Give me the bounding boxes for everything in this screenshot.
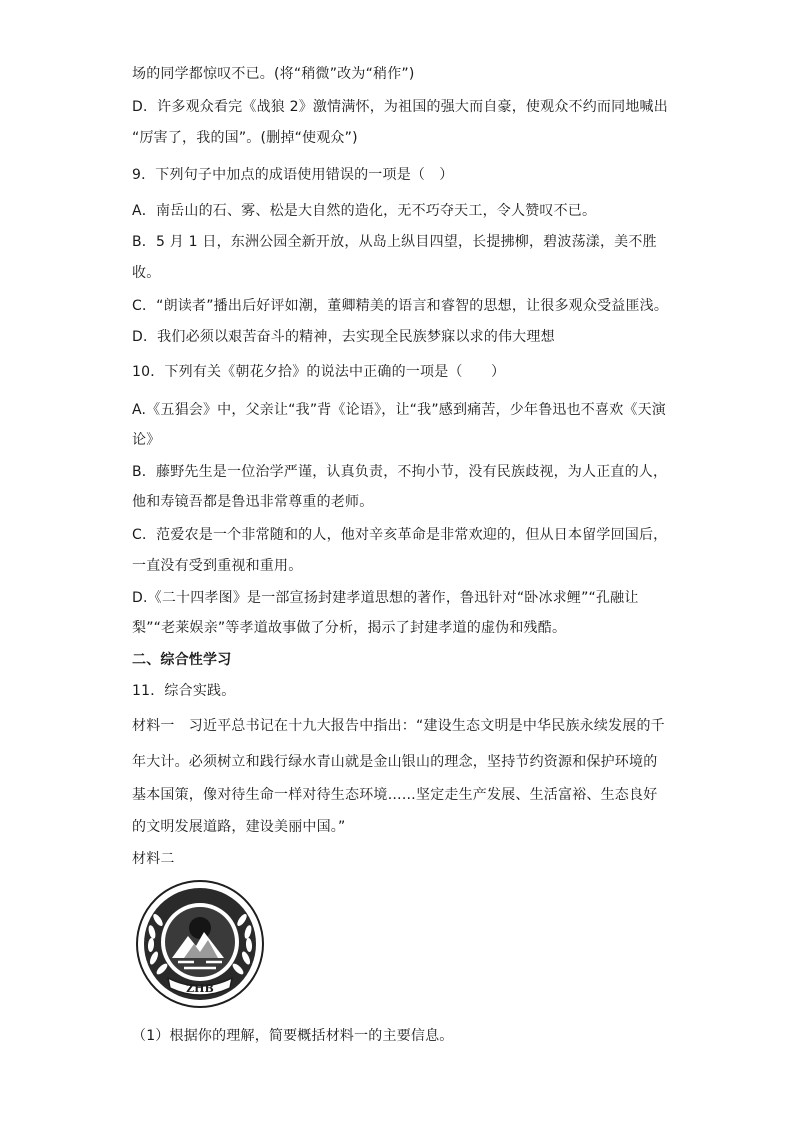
text-line: 年大计。必须树立和践行绿水青山就是金山银山的理念，坚持节约资源和保护环境的	[132, 754, 658, 770]
text-line: 的文明发展道路，建设美丽中国。”	[132, 819, 346, 835]
material-two-label: 材料二	[132, 851, 175, 867]
option-a: A.《五猖会》中，父亲让“我”背《论语》，让“我”感到痛苦，少年鲁迅也不喜欢《天演	[132, 402, 666, 418]
text-line: D．许多观众看完《战狼 2》激情满怀，为祖国的强大而自豪，使观众不约而同地喊出	[132, 99, 668, 115]
text-line: 场的同学都惊叹不已。(将“稍微”改为“稍作”)	[132, 66, 415, 82]
question-9: 9．下列句子中加点的成语使用错误的一项是（ ）	[132, 167, 454, 183]
option-d: D．我们必须以艰苦奋斗的精神，去实现全民族梦寐以求的伟大理想	[132, 329, 555, 345]
option-a: A．南岳山的石、雾、松是大自然的造化，无不巧夺天工，令人赞叹不已。	[132, 203, 597, 219]
question-11: 11．综合实践。	[132, 683, 236, 699]
option-c: C．“朗读者”播出后好评如潮，董卿精美的语言和睿智的思想，让很多观众受益匪浅。	[132, 298, 669, 314]
environmental-protection-logo	[134, 880, 266, 1008]
section-heading: 二、综合性学习	[132, 652, 232, 668]
text-line: 基本国策，像对待生命一样对待生态环境……坚定走生产发展、生活富裕、生态良好	[132, 787, 658, 803]
option-c: C．范爱农是一个非常随和的人，他对辛亥革命是非常欢迎的，但从日本留学回国后，	[132, 527, 668, 543]
option-b: B．藤野先生是一位治学严谨，认真负责，不拘小节，没有民族歧视，为人正直的人，	[132, 464, 668, 480]
text-line: 收。	[132, 265, 161, 281]
sub-question-1: （1）根据你的理解，简要概括材料一的主要信息。	[132, 1028, 454, 1044]
logo-lettering: ZHB	[186, 982, 214, 995]
text-line: “厉害了，我的国”。(删掉“使观众”)	[132, 130, 358, 146]
text-line: 他和寿镜吾都是鲁迅非常尊重的老师。	[132, 494, 374, 510]
material-one: 材料一 习近平总书记在十九大报告中指出：“建设生态文明是中华民族永续发展的千	[132, 718, 665, 734]
text-line: 一直没有受到重视和重用。	[132, 558, 303, 574]
text-line: 梨”“老莱娱亲”等孝道故事做了分析，揭示了封建孝道的虚伪和残酷。	[132, 620, 567, 636]
option-d: D.《二十四孝图》是一部宣扬封建孝道思想的著作，鲁迅针对“卧冰求鲤”“孔融让	[132, 590, 639, 606]
option-b: B．5 月 1 日，东洲公园全新开放，从岛上纵目四望，长提拂柳，碧波荡漾，美不胜	[132, 234, 657, 250]
text-line: 论》	[132, 432, 161, 448]
question-10: 10．下列有关《朝花夕拾》的说法中正确的一项是（ ）	[132, 364, 506, 380]
